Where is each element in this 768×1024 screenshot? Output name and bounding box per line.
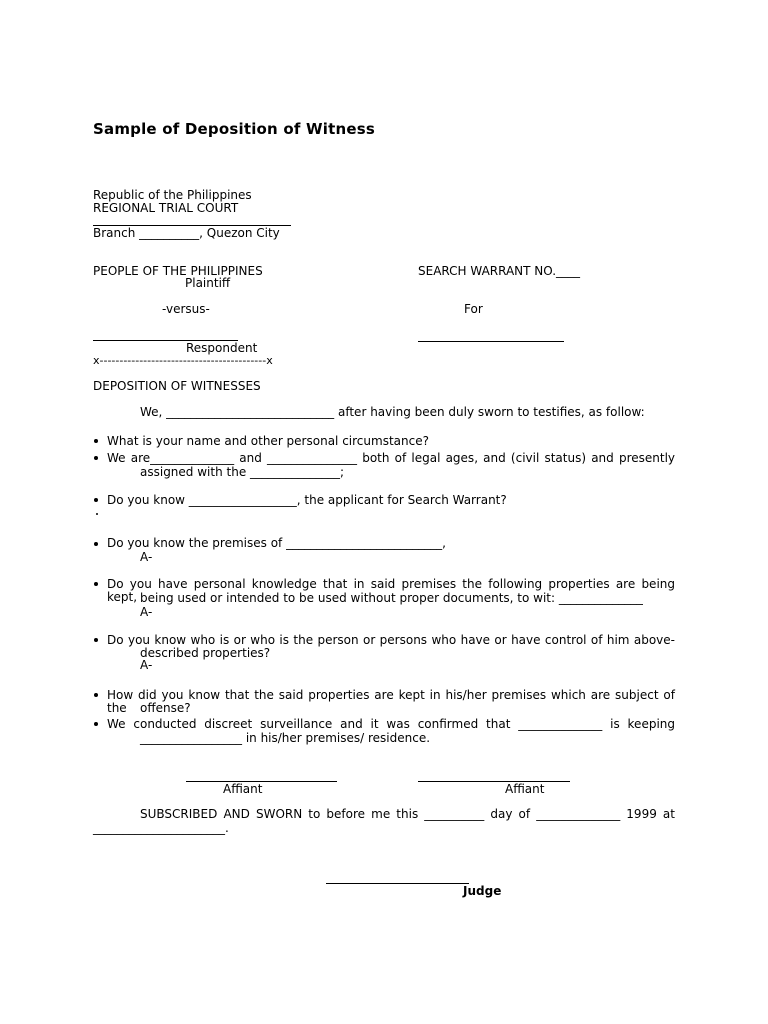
bullet-icon <box>94 722 98 726</box>
bullet-icon <box>94 456 98 460</box>
answer-premises: A- <box>140 550 153 564</box>
bullet-icon <box>94 582 98 586</box>
document-title: Sample of Deposition of Witness <box>93 120 375 138</box>
answer-control: A- <box>140 658 153 672</box>
bullet-icon <box>94 542 98 546</box>
respondent-label: Respondent <box>186 341 258 355</box>
header-republic: Republic of the Philippines <box>93 188 252 202</box>
subscribed-sworn-place: ______________________. <box>93 821 229 835</box>
bullet-icon <box>94 498 98 502</box>
question-premises: Do you know the premises of __________________________, <box>107 536 446 550</box>
bullet-icon <box>96 513 98 515</box>
intro-statement: We, ____________________________ after having been duly sworn to testifies, as follow: <box>140 405 645 419</box>
judge-label: Judge <box>463 884 502 898</box>
header-branch: Branch __________, Quezon City <box>93 226 280 240</box>
question-control: Do you know who is or who is the person or persons who have or have control of him above- <box>107 633 675 647</box>
subscribed-sworn-statement: SUBSCRIBED AND SWORN to before me this __________ day of ______________ 1999 at <box>140 807 675 821</box>
question-knowledge: Do you have personal knowledge that in said premises the following properties are being kept, <box>107 577 675 605</box>
question-how-known-cont: offense? <box>140 701 191 715</box>
answer-assigned: assigned with the _______________; <box>140 465 345 479</box>
affiant-label-right: Affiant <box>505 782 545 796</box>
affiant-label-left: Affiant <box>223 782 263 796</box>
question-how-known: How did you know that the said properties are kept in his/her premises which are subject of the <box>107 688 675 716</box>
search-warrant-number: SEARCH WARRANT NO.____ <box>418 264 581 278</box>
for-blank-line <box>418 341 564 342</box>
answer-surveillance-cont: _________________ in his/her premises/ residence. <box>140 731 431 745</box>
versus-label: -versus- <box>162 302 210 316</box>
affiant-signature-line <box>418 781 570 782</box>
plaintiff-name: PEOPLE OF THE PHILIPPINES <box>93 264 263 278</box>
bullet-icon <box>94 638 98 642</box>
bullet-icon <box>94 439 98 443</box>
question-knowledge-cont: being used or intended to be used without proper documents, to wit: ______________ <box>140 591 643 605</box>
caption-divider: x------------------------------------------x <box>93 354 273 367</box>
section-heading: DEPOSITION OF WITNESSES <box>93 379 261 393</box>
for-label: For <box>464 302 483 316</box>
header-court: REGIONAL TRIAL COURT <box>93 201 239 215</box>
answer-legal-ages: We are______________ and _______________ both of legal ages, and (civil status) and presently <box>107 451 675 465</box>
question-control-cont: described properties? <box>140 646 271 660</box>
answer-knowledge: A- <box>140 605 153 619</box>
question-name: What is your name and other personal circumstance? <box>107 434 429 448</box>
question-applicant: Do you know __________________, the applicant for Search Warrant? <box>107 493 507 507</box>
judge-signature-line <box>326 883 469 884</box>
bullet-icon <box>94 693 98 697</box>
plaintiff-label: Plaintiff <box>185 276 231 290</box>
answer-surveillance: We conducted discreet surveillance and it was confirmed that ______________ is keeping <box>107 717 675 731</box>
